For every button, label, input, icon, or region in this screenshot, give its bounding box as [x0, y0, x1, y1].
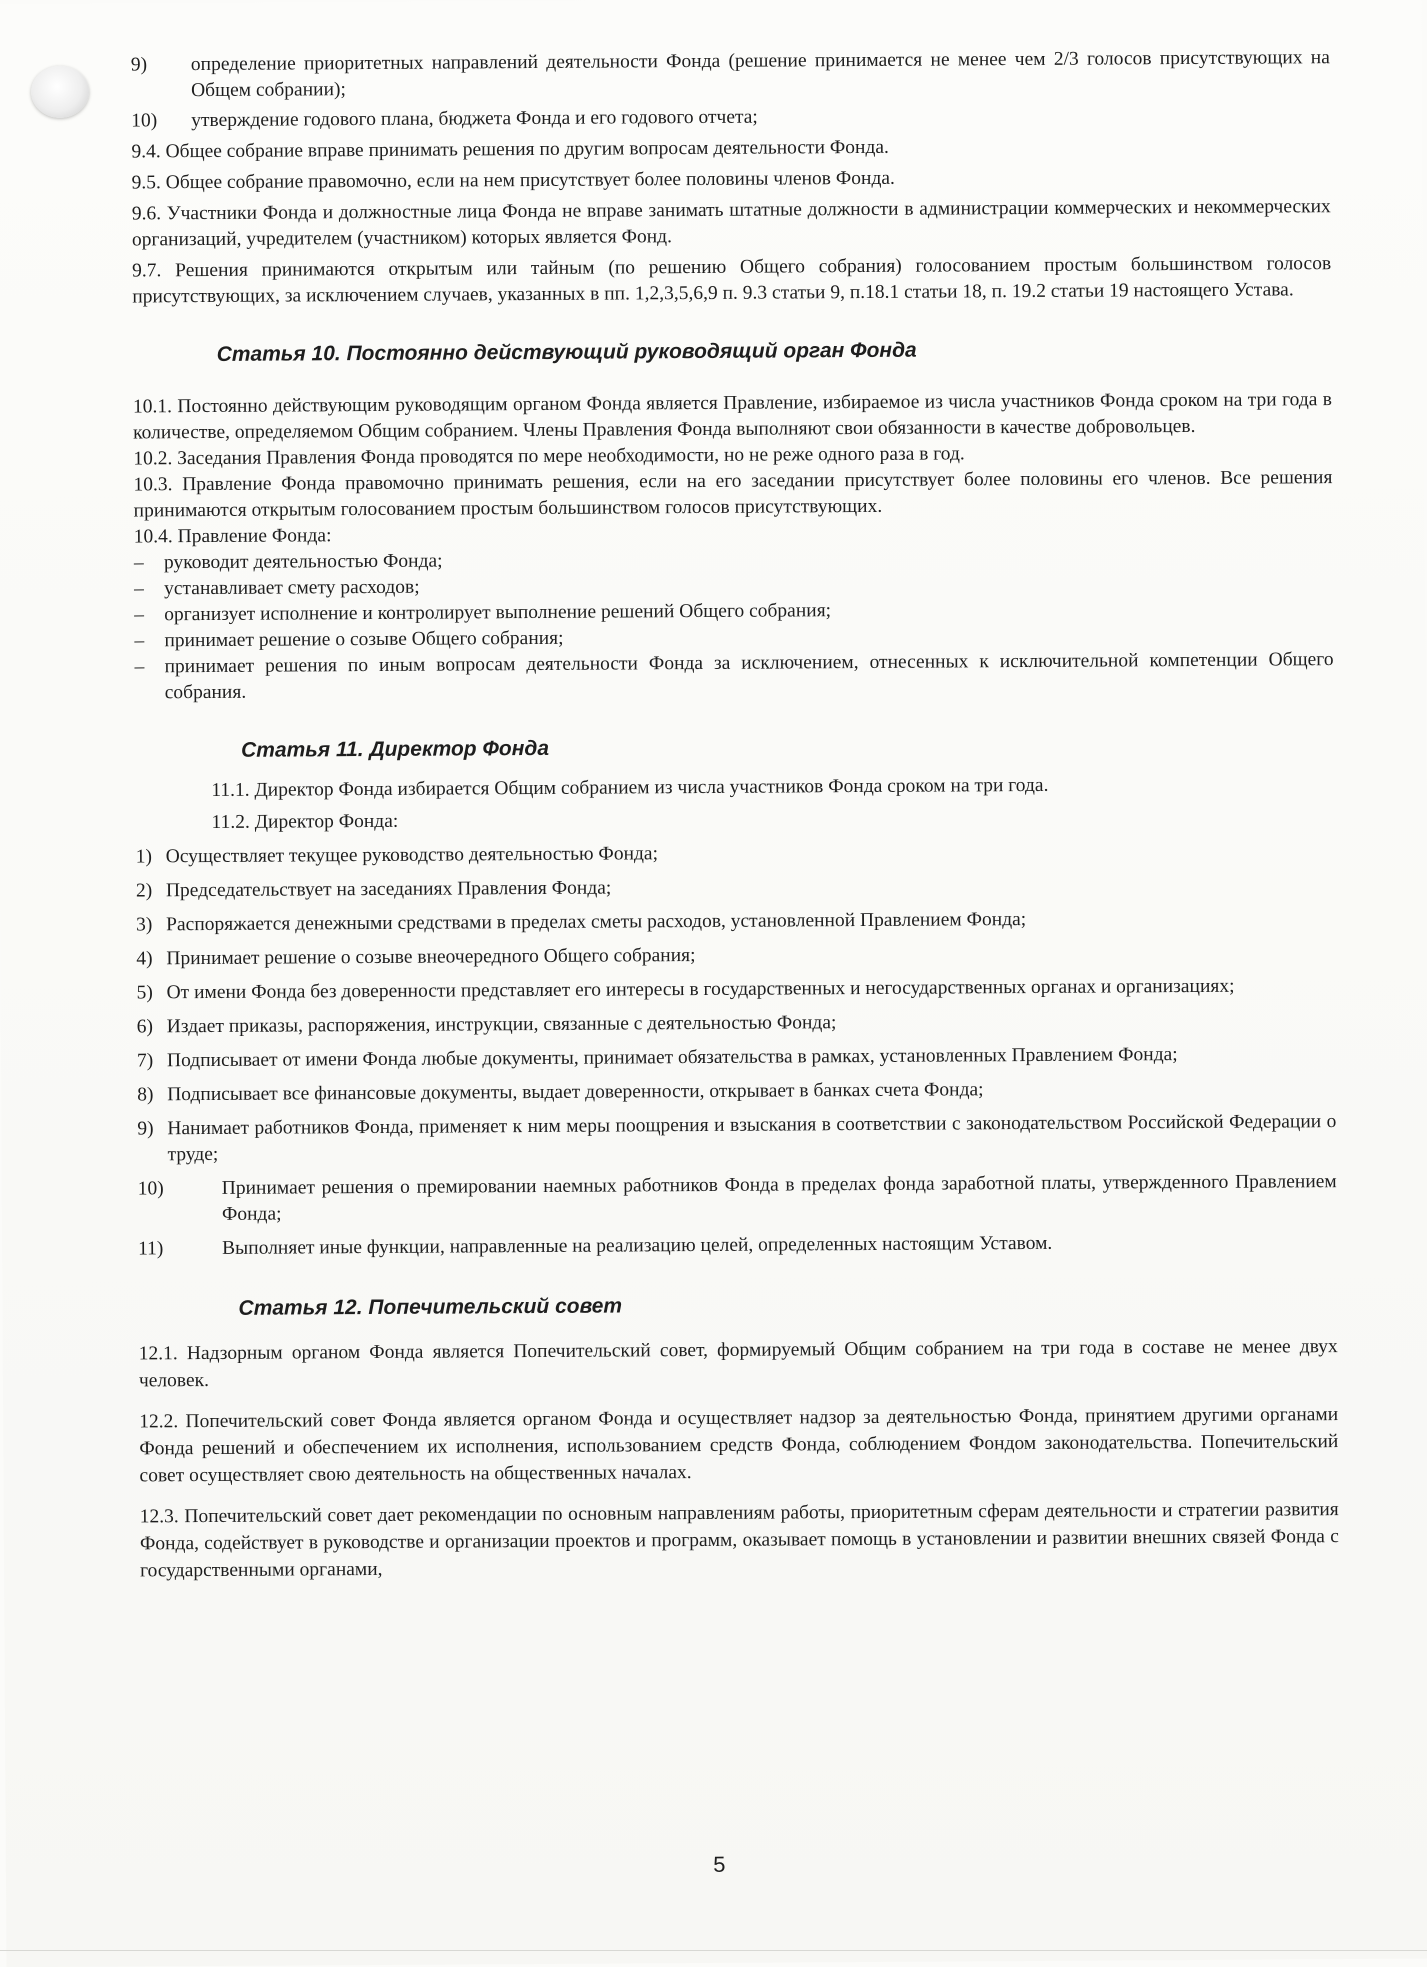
item-number: 4) [136, 948, 153, 970]
item-number: 7) [136, 1050, 154, 1072]
dash-item-text: руководит деятельностью Фонда; [163, 550, 443, 574]
item-text: Принимает решения о премировании наемных работников Фонда в пределах фонда заработной платы, утвержденного Правлением Фонда; [221, 1171, 1337, 1225]
item-number: 11) [138, 1238, 164, 1260]
dash-item: – руководит деятельностью Фонда; [134, 543, 1333, 576]
item-number: 10) [137, 1178, 164, 1200]
dash-item-text: организует исполнение и контролирует выполнение решений Общего собрания; [164, 600, 832, 626]
paragraph-11-1: 11.1. Директор Фонда избирается Общим собранием из числа участников Фонда сроком на три года. [211, 774, 1049, 801]
paragraph-9-6: 9.6. Участники Фонда и должностные лица Фонда не вправе занимать штатные должности в администрации коммерческих и некоммерческих организаций, учредителем (участником) которых является Фонд. [131, 196, 1331, 251]
list-item [136, 905, 1335, 938]
paragraph-11-2: 11.2. Директор Фонда: [211, 810, 399, 833]
article-10-heading: Статья 10. Постоянно действующий руководящий орган Фонда [216, 338, 917, 366]
paragraph-12-3: 12.3. Попечительский совет дает рекомендации по основным направлениям работы, приоритетным сферам деятельности и стратегии развития Фонда, содействует в руководстве и организации проектов и программ, оказывает помощь в установлении и развитии внешних связей Фонда с государственными органами, [139, 1499, 1339, 1582]
paragraph-10-1: 10.1. Постоянно действующим руководящим органом Фонда является Правление, избираемое из числа участников Фонда сроком на три года в количестве, определяемом Общим собранием. Члены Правления Фонда выполняют свои обязанности в качестве добровольцев. [132, 389, 1333, 444]
list-item [137, 1041, 1336, 1074]
item-text: Председательствует на заседаниях Правления Фонда; [165, 877, 612, 902]
list-item [137, 1007, 1336, 1040]
item-text: Выполняет иные функции, направленные на реализацию целей, определенных настоящим Уставом. [222, 1232, 1053, 1259]
item-number: 8) [137, 1084, 154, 1106]
dash-item: – организует исполнение и контролирует выполнение решений Общего собрания; [134, 595, 1333, 628]
director-duties-list [136, 837, 1338, 1262]
article-12-heading: Статья 12. Попечительский совет [238, 1294, 623, 1320]
dash-item-text: принимает решения по иным вопросам деятельности Фонда за исключением, отнесенных к исключительной компетенции Общего собрания. [164, 649, 1334, 704]
item-text: Издает приказы, распоряжения, инструкции, связанные с деятельностью Фонда; [166, 1012, 837, 1038]
item-number: 2) [135, 880, 153, 902]
item-text: утверждение годового плана, бюджета Фонда и его годового отчета; [191, 106, 758, 132]
list-item [138, 1229, 1337, 1262]
dash-item-text: устанавливает смету расходов; [164, 576, 420, 600]
list-item [137, 1109, 1336, 1168]
list-item [138, 1169, 1337, 1228]
paragraph-12-2: 12.2. Попечительский совет Фонда является органом Фонда и осуществляет надзор за деятельностью Фонда, принятием другими органами Фонда решений и обеспечением их исполнения, использованием средств Фонда, соблюдением Фондом законодательства. Попечительский совет осуществляет свою деятельность на общественных началах. [139, 1404, 1339, 1487]
paragraph-10-4: 10.4. Правление Фонда: [133, 525, 332, 548]
list-item [136, 973, 1335, 1006]
item-number: 9) [130, 54, 148, 76]
scan-edge-line [0, 1950, 1427, 1951]
page-number: 5 [713, 1851, 726, 1877]
item-number: 3) [136, 914, 153, 936]
dash-item: – принимает решения по иным вопросам деятельности Фонда за исключением, отнесенных к исключительной компетенции Общего собрания. [134, 647, 1333, 706]
item-text: Распоряжается денежными средствами в пределах сметы расходов, установленной Правлением Фонда; [166, 909, 1027, 936]
paragraph-12-1: 12.1. Надзорным органом Фонда является Попечительский совет, формируемый Общим собранием на три года в составе не менее двух человек. [138, 1336, 1338, 1392]
item-text: Нанимает работников Фонда, применяет к ним меры поощрения и взыскания в соответствии с законодательством Российской Федерации о труде; [167, 1111, 1337, 1166]
paragraph-10-2: 10.2. Заседания Правления Фонда проводятся по мере необходимости, но не реже одного раза в год. [133, 443, 965, 470]
paragraph-9-4: 9.4. Общее собрание вправе принимать решения по другим вопросам деятельности Фонда. [131, 136, 889, 163]
list-item [131, 101, 1330, 134]
list-item [137, 1075, 1336, 1108]
item-text: Принимает решение о созыве внеочередного Общего собрания; [166, 945, 696, 970]
item-text: От имени Фонда без доверенности представляет его интересы в государственных и негосударственных органах и организациях; [166, 975, 1235, 1004]
item-number: 10) [131, 110, 158, 132]
punch-hole-mark [31, 66, 89, 118]
document-body [131, 45, 1339, 1584]
list-item [136, 939, 1335, 972]
item-number: 1) [135, 846, 153, 868]
item-number: 5) [136, 982, 153, 1004]
dash-item: – устанавливает смету расходов; [134, 569, 1333, 602]
item-text: Осуществляет текущее руководство деятельностью Фонда; [165, 843, 659, 868]
item-text: Подписывает от имени Фонда любые документы, принимает обязательства в рамках, установленных Правлением Фонда; [166, 1044, 1178, 1072]
dash-item-text: принимает решение о созыве Общего собрания; [164, 627, 564, 652]
article-11-heading: Статья 11. Директор Фонда [241, 736, 550, 762]
list-item [131, 45, 1330, 104]
item-text: Подписывает все финансовые документы, выдает доверенности, открывает в банках счета Фонда; [167, 1079, 984, 1106]
paragraph-9-7: 9.7. Решения принимаются открытым или тайным (по решению Общего собрания) голосованием простым большинством голосов присутствующих, за исключением случаев, указанных в пп. 1,2,3,5,6,9 п. 9.3 статьи 9, п.18.1 статьи 18, п. 19.2 статьи 19 настоящего Устава. [132, 253, 1332, 308]
paragraph-10-3: 10.3. Правление Фонда правомочно принимать решения, если на его заседании присутствует более половины его членов. Все решения принимаются открытым голосованием простым большинством голосов присутствующих. [133, 467, 1333, 522]
item-number: 6) [136, 1016, 154, 1038]
paragraph-9-5: 9.5. Общее собрание правомочно, если на нем присутствует более половины членов Фонда. [131, 167, 895, 194]
list-item [136, 837, 1335, 870]
item-number: 9) [137, 1118, 154, 1140]
item-text: определение приоритетных направлений деятельности Фонда (решение принимается не менее чем 2/3 голосов присутствующих на Общем собрании); [190, 47, 1330, 102]
dash-item: – принимает решение о созыве Общего собрания; [134, 621, 1333, 654]
article-12-body [139, 1333, 1339, 1584]
list-item [136, 871, 1335, 904]
